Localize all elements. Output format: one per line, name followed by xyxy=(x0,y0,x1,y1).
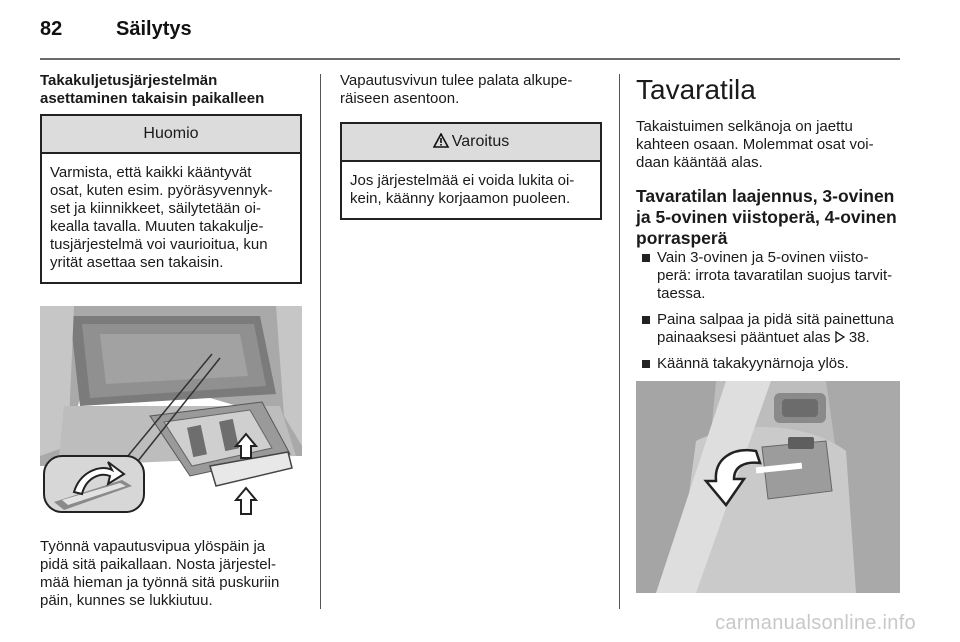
notice-box xyxy=(40,114,302,284)
column-divider-2 xyxy=(619,74,620,609)
section-heading-tavaratila: Tavaratila xyxy=(636,74,756,105)
rear-seat-intro: Takaistuimen selkänoja on jaettu kahteen osaan. Molemmat osat voi- daan kääntää alas. xyxy=(636,118,874,171)
bullet-square-icon xyxy=(642,316,650,324)
bullet-square-icon xyxy=(642,360,650,368)
page-reference[interactable]: 38. xyxy=(848,329,870,346)
section-title: Säilytys xyxy=(116,18,192,40)
notice-title: Huomio xyxy=(42,116,300,154)
warning-text: Jos järjestelmää ei voida lukita oi- kein, käänny korjaamon puoleen. xyxy=(350,172,575,207)
list-item: Käännä takakyynärnoja ylös. xyxy=(636,355,900,373)
instruction-list xyxy=(636,249,900,373)
notice-text: Varmista, että kaikki kääntyvät osat, kuten esim. pyöräsyvennyk- set ja kiinnikkeet, säilytetään oi- kealla tavalla. Muuten takakulje- tusjärjestelmä voi vaurioitua, kun yrität asettaa sen takaisin. xyxy=(50,164,273,271)
header-rule xyxy=(40,58,900,60)
cargo-extension-heading: Tavaratilan laajennus, 3-ovinen ja 5-ovinen viistoperä, 4-ovinen porrasperä xyxy=(636,186,897,248)
column-2 xyxy=(340,72,602,220)
warning-triangle-icon xyxy=(433,133,449,148)
column-divider-1 xyxy=(320,74,321,609)
warning-box xyxy=(340,122,602,220)
page-header xyxy=(40,18,900,48)
figure-caption: Työnnä vapautusvipua ylöspäin ja pidä sitä paikallaan. Nosta järjestel- mää hieman ja työnnä sitä puskuriin päin, kunnes se lukkiutuu. xyxy=(40,538,280,609)
page-number: 82 xyxy=(40,18,63,40)
rear-carrier-heading: Takakuljetusjärjestelmän asettaminen takaisin paikalleen xyxy=(40,72,265,107)
list-item: Vain 3-ovinen ja 5-ovinen viisto- perä: irrota tavaratilan suojus tarvit- taessa. xyxy=(636,249,900,303)
column-3 xyxy=(636,72,900,593)
column-1 xyxy=(40,72,302,610)
rear-carrier-illustration xyxy=(40,306,302,518)
warning-title: Varoitus xyxy=(342,124,600,162)
bullet-square-icon xyxy=(642,254,650,262)
page-reference-icon xyxy=(835,331,845,343)
release-lever-text: Vapautusvivun tulee palata alkupe- räiseen asentoon. xyxy=(340,72,573,107)
armrest-illustration xyxy=(636,381,900,593)
list-item: Paina salpaa ja pidä sitä painettuna painaaksesi pääntuet alas 38. xyxy=(636,311,900,347)
watermark: carmanualsonline.info xyxy=(715,612,916,634)
